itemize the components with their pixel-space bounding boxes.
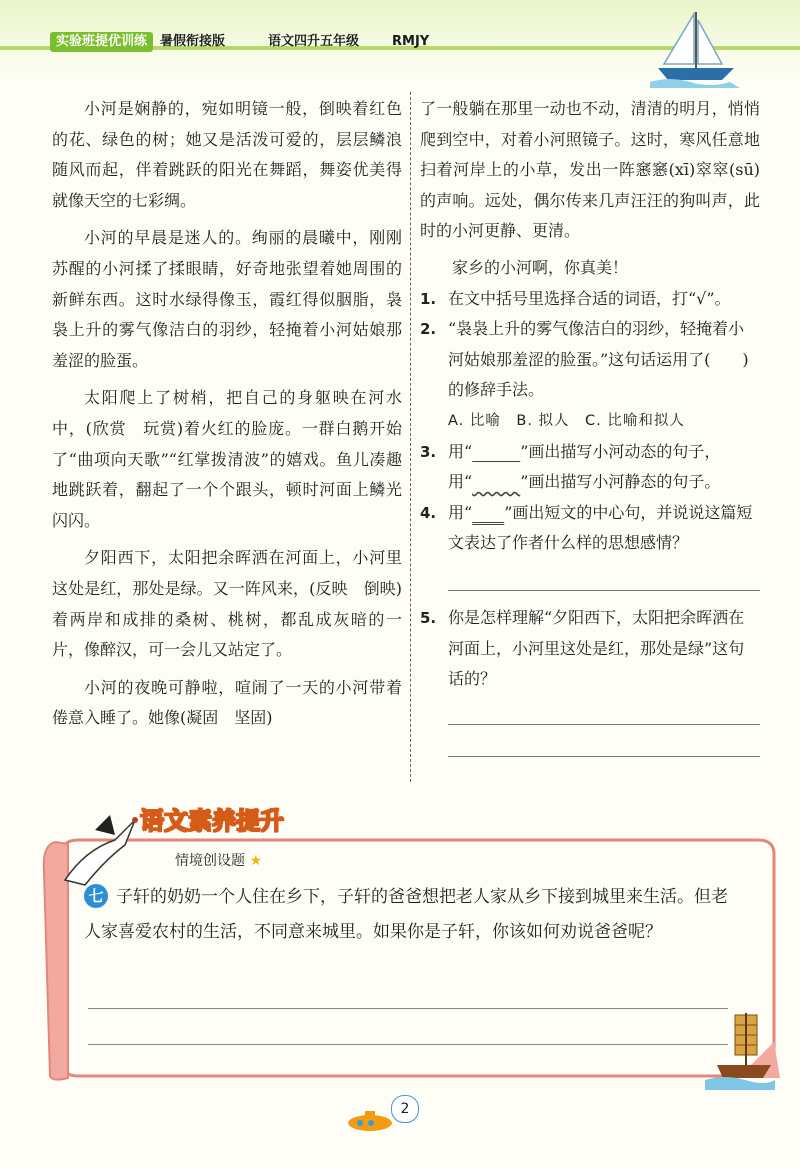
passage-left-column bbox=[52, 94, 402, 741]
junk-boat-icon bbox=[705, 1010, 775, 1090]
q4-text: ”画出短文的中心句，并说说这篇短文表达了作者什么样的思想感情？ bbox=[448, 502, 753, 553]
task-number-badge: 七 bbox=[84, 884, 108, 908]
double-underline-sample bbox=[472, 503, 504, 522]
question-text: 你是怎样理解“夕阳西下，太阳把余晖洒在河面上，小河里这处是红，那处是绿”这句话的？ bbox=[448, 607, 745, 689]
passage-paragraph-5-continued: 了一般躺在那里一动也不动，清清的明月，悄悄爬到空中，对着小河照镜子。这时，寒风任意地扫着河岸上的小草，发出一阵窸窸(xī)窣窣(sū)的声响。远处，偶尔传来几声汪汪的狗叫声，此时的小河更静、更清。 bbox=[420, 99, 760, 241]
question-number: 1. bbox=[420, 289, 437, 308]
question-3 bbox=[420, 437, 760, 498]
passage-paragraph-3: 太阳爬上了树梢，把自己的身躯映在河水中，(欣赏 玩赏)着火红的脸庞。一群白鹅开始了“曲项向天歌”“红掌拨清波”的嬉戏。鱼儿凑趣地跳跃着，翻起了一个个跟头，顿时河面上鳞光闪闪。 bbox=[52, 388, 402, 530]
passage-paragraph-2: 小河的早晨是迷人的。绚丽的晨曦中，刚刚苏醒的小河揉了揉眼睛，好奇地张望着她周围的新鲜东西。这时水绿得像玉，霞红得似胭脂，袅袅上升的雾气像洁白的羽纱，轻掩着小河姑娘那羞涩的脸蛋。 bbox=[52, 228, 402, 370]
question-number: 2. bbox=[420, 320, 437, 339]
question-number: 4. bbox=[420, 503, 437, 522]
wavy-underline-sample bbox=[472, 472, 520, 491]
brand-label: 实验班提优训练 bbox=[50, 32, 153, 52]
question-2 bbox=[420, 314, 760, 406]
right-column bbox=[420, 94, 760, 757]
question-text: “袅袅上升的雾气像洁白的羽纱，轻掩着小河姑娘那羞涩的脸蛋。”这句话运用了( )的修辞手法。 bbox=[448, 319, 749, 400]
passage-paragraph-1: 小河是娴静的，宛如明镜一般，倒映着红色的花、绿色的树；她又是活泼可爱的，层层鳞浪随风而起，伴着跳跃的阳光在舞蹈，舞姿优美得就像天空的七彩绸。 bbox=[52, 99, 402, 210]
section-title-text: 语文素养提升 bbox=[140, 807, 284, 835]
writing-line[interactable] bbox=[88, 1044, 728, 1045]
q4-prefix: 用“ bbox=[448, 502, 473, 522]
section-subtitle-text: 情境创设题 bbox=[175, 853, 245, 869]
section-title bbox=[140, 804, 390, 838]
crane-icon bbox=[55, 810, 145, 890]
edition-label: 暑假衔接版 bbox=[160, 34, 226, 49]
passage-paragraph-4: 夕阳西下，太阳把余晖洒在河面上，小河里这处是红，那处是绿。又一阵风来，(反映 倒映)着两岸和成排的桑树、桃树，都乱成灰暗的一片，像醉汉，可一会儿又站定了。 bbox=[52, 548, 402, 660]
q3b-text: ”画出描写小河静态的句子。 bbox=[520, 472, 721, 492]
single-underline-sample bbox=[472, 442, 520, 461]
writing-line[interactable] bbox=[88, 1008, 728, 1009]
question-number: 5. bbox=[420, 608, 437, 627]
question-5 bbox=[420, 603, 760, 695]
scenario-task bbox=[84, 880, 744, 950]
answer-line[interactable] bbox=[448, 755, 760, 757]
question-number: 3. bbox=[420, 442, 437, 461]
passage-paragraph-5: 小河的夜晚可静啦，喧闹了一天的小河带着倦意入睡了。她像(凝固 坚固) bbox=[52, 677, 402, 728]
q3a-text: ”画出描写小河动态的句子， bbox=[520, 441, 721, 461]
page-number bbox=[355, 1095, 445, 1135]
star-icon: ★ bbox=[249, 853, 263, 869]
section-subtitle bbox=[175, 850, 262, 870]
sailboat-icon bbox=[650, 10, 740, 88]
page-number-text: 2 bbox=[391, 1095, 419, 1123]
question-1 bbox=[420, 284, 760, 315]
q3a-prefix: 用“ bbox=[448, 441, 473, 461]
q3b-prefix: 用“ bbox=[448, 472, 473, 492]
task-text: 子轩的奶奶一个人住在乡下，子轩的爸爸想把老人家从乡下接到城里来生活。但老人家喜爱农村的生活，不同意来城里。如果你是子轩，你该如何劝说爸爸呢？ bbox=[84, 887, 728, 942]
question-4 bbox=[420, 498, 760, 559]
passage-paragraph-6: 家乡的小河啊，你真美！ bbox=[452, 257, 629, 277]
submarine-icon bbox=[345, 1107, 395, 1133]
question-2-options: A. 比喻 B. 拟人 C. 比喻和拟人 bbox=[448, 412, 685, 429]
column-divider bbox=[410, 92, 411, 782]
question-text: 在文中括号里选择合适的词语，打“√”。 bbox=[448, 288, 731, 308]
publisher-code: RMJY bbox=[392, 34, 430, 49]
grade-label: 语文四升五年级 bbox=[268, 34, 360, 49]
page-header bbox=[0, 0, 800, 82]
